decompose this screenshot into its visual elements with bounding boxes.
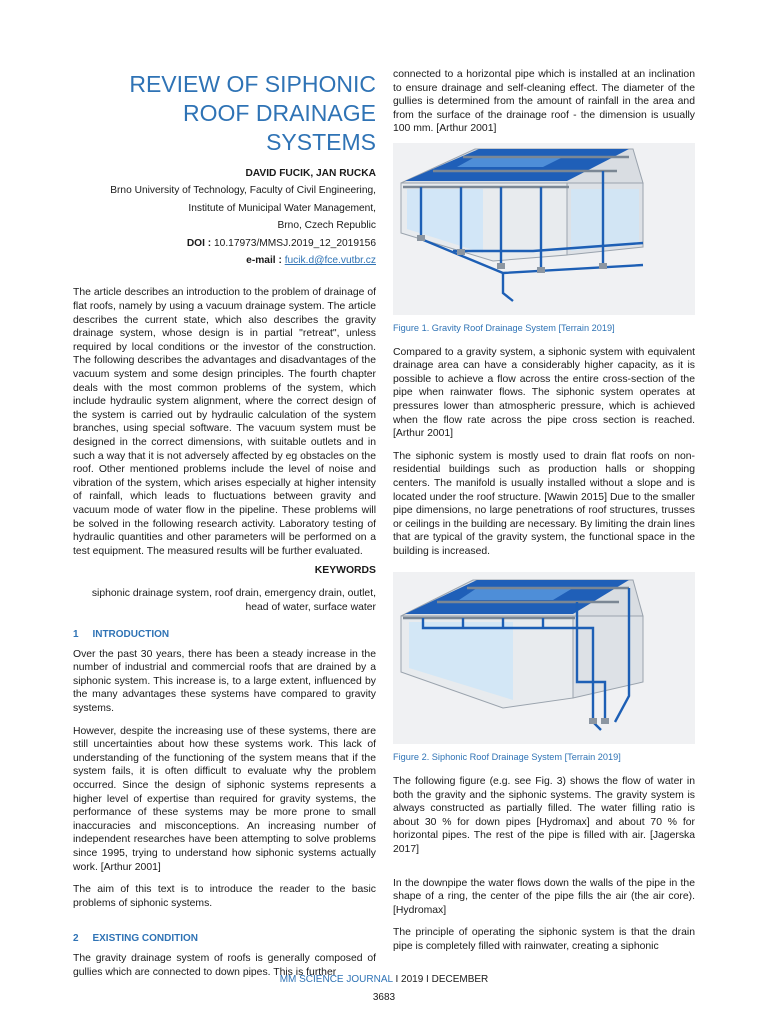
article-title: REVIEW OF SIPHONIC ROOF DRAINAGE SYSTEMS xyxy=(129,71,376,155)
right-paragraph-3: The siphonic system is mostly used to drain flat roofs on non-residential buildings such as production halls or shopping centers. The manifold is usually installed without a slope and is located under the roof structure. [Wawin 2015] Due to the smaller pipe dimensions, no large penetrations of roof structures, trusses or ceilings in the building are necessary. By limiting the drain lines that are typical of the gravity system, the functional space in the building is increased. xyxy=(393,450,695,557)
left-column xyxy=(73,70,376,979)
journal-name: MM SCIENCE JOURNAL xyxy=(279,974,393,985)
intro-paragraph-2: However, despite the increasing use of these systems, there are still uncertainties about how these systems work. This lack of understanding of the functioning of the system means that if the system fails, it is often difficult to evaluate why the problem occurred. Since the design of siphonic systems represents a higher level of expertise than required for gravity systems, the performance of these systems may be more prone to small inaccuracies and misconceptions. An increasing number of independent researches have been attempting to solve problems since 1995, trying to understand how siphonic systems actually work. [Arthur 2001] xyxy=(73,725,376,873)
figure-2-caption: Figure 2. Siphonic Roof Drainage System [Terrain 2019] xyxy=(393,752,621,763)
gravity-drainage-illustration xyxy=(393,143,695,315)
doi-value[interactable]: 10.17973/MMSJ.2019_12_2019156 xyxy=(211,237,376,249)
right-paragraph-2: Compared to a gravity system, a siphonic system with equivalent drainage area can have a considerably higher capacity, as it is possible to achieve a flow across the entire cross-section of the pipe when rainwater flows. The siphonic system operates at pressures lower than atmospheric pressure, which is achieved when the flow rate across the pipe cross section is reached. [Arthur 2001] xyxy=(393,346,695,440)
email-link[interactable]: fucik.d@fce.vutbr.cz xyxy=(284,255,376,267)
email-line xyxy=(73,252,376,269)
affiliation-line-2: Institute of Municipal Water Management, xyxy=(188,202,376,214)
journal-issue: I 2019 I DECEMBER xyxy=(392,974,489,985)
section-heading-existing-condition: 2 EXISTING CONDITION xyxy=(73,933,199,945)
figure-2-siphonic-drainage xyxy=(393,572,695,744)
page-number: 3683 xyxy=(372,992,396,1003)
abstract: The article describes an introduction to the problem of drainage of flat roofs, namely by using a vacuum drainage system. The article describes the current state, which also describes the gravity drainage system, whose design is in partial "retreat", unless required by local conditions or the investor of the construction. The following describes the advantages and disadvantages of the vacuum system and some design principles. The fourth chapter deals with the most common problems of the system, which include hydraulic system alignment, where the correct design of the system is carried out by hydraulic calculation of the system branches, using special software. The vacuum system must be designed in the correct dimensions, with suitable outlets and in such a way that it is not adversely affected by eg obstacles on the roof. Other mentioned problems include the level of noise and vibration of the system, which arises especially at higher intensity of rainfall, which leads to fluctuations between gravity and vacuum mode of water flow in the pipeline. These problems will be solved in the following research activity. Laboratory testing of hydraulic quantities and other parameters will be performed on a test equipment. The measured results will be further evaluated. xyxy=(73,287,376,557)
author-block xyxy=(73,165,376,269)
intro-paragraph-3: The aim of this text is to introduce the reader to the basic problems of siphonic systems. xyxy=(73,884,376,909)
affiliation-line-1: Brno University of Technology, Faculty of Civil Engineering, xyxy=(110,185,376,197)
right-paragraph-6: The principle of operating the siphonic system is that the drain pipe is completely filled with rainwater, creating a siphonic xyxy=(393,927,695,952)
right-column xyxy=(393,68,695,954)
intro-paragraph-1: Over the past 30 years, there has been a steady increase in the number of industrial and commercial roofs that are drained by a siphonic system. This increase is, to a large extent, influenced by the many advantages these systems have compared to gravity systems. xyxy=(73,648,376,715)
doi-label: DOI : xyxy=(186,237,212,249)
figure-1-gravity-drainage xyxy=(393,143,695,315)
affiliation-line-3: Brno, Czech Republic xyxy=(277,220,376,232)
right-paragraph-1: connected to a horizontal pipe which is installed at an inclination to ensure drainage and self-cleaning effect. The diameter of the gullies is determined from the amount of rainfall in the area and from the surface of the drainage roof - the dimension is usually 100 mm. [Arthur 2001] xyxy=(393,69,695,135)
page-footer xyxy=(0,974,768,985)
authors: DAVID FUCIK, JAN RUCKA xyxy=(245,168,376,179)
section-heading-introduction: 1 INTRODUCTION xyxy=(73,629,170,641)
keywords-heading: KEYWORDS xyxy=(314,565,376,577)
right-paragraph-5: In the downpipe the water flows down the walls of the pipe in the shape of a ring, the center of the pipe fills the air (the air core). [Hydromax] xyxy=(393,877,695,916)
figure-1-caption: Figure 1. Gravity Roof Drainage System [Terrain 2019] xyxy=(393,322,615,333)
right-paragraph-4: The following figure (e.g. see Fig. 3) shows the flow of water in both the gravity and the siphonic systems. The gravity system is always constructed as partially filled. The water filling ratio is about 30 % for down pipes [Hydromax] and about 70 % for horizontal pipes. The rest of the pipe is filled with air. [Jagerska 2017] xyxy=(393,776,695,856)
existing-paragraph-1: The gravity drainage system of roofs is generally composed of gullies which are connected to down pipes. This is further xyxy=(73,952,376,978)
keywords: siphonic drainage system, roof drain, emergency drain, outlet, head of water, surface water xyxy=(91,587,376,613)
siphonic-drainage-illustration xyxy=(393,572,695,744)
doi-line xyxy=(73,235,376,252)
email-label: e-mail : xyxy=(246,255,282,267)
